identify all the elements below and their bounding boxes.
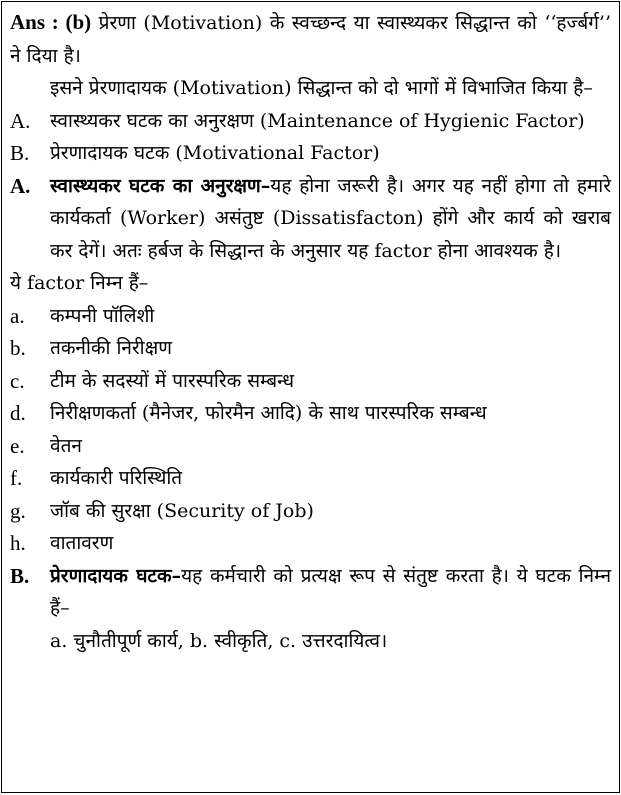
section-a-marker: A. xyxy=(10,173,31,198)
factor-text: तकनीकी निरीक्षण xyxy=(50,337,172,359)
section-b-heading: प्रेरणादायक घटक– xyxy=(50,564,182,587)
answer-label: Ans : (b) xyxy=(10,10,92,34)
factor-item xyxy=(10,332,611,365)
factor-item xyxy=(10,462,611,495)
factor-marker: b. xyxy=(10,336,26,360)
type-item-b xyxy=(10,137,611,170)
section-a-content xyxy=(50,170,611,268)
factor-text: जॉब की सुरक्षा (Security of Job) xyxy=(50,499,314,522)
factor-text: वेतन xyxy=(50,434,82,457)
factor-item xyxy=(10,495,611,528)
answer-intro-text: प्रेरणा (Motivation) के स्वच्छन्द या स्वास्थ्यकर सिद्धान्त को ‘‘हर्ज्बर्ग’’ ने दिया है। xyxy=(10,12,611,67)
answer-box xyxy=(1,1,620,793)
factor-marker: h. xyxy=(10,531,26,555)
factor-text: निरीक्षणकर्ता (मैनेजर, फोरमैन आदि) के साथ पारस्परिक सम्बन्ध xyxy=(50,402,487,424)
section-b-content xyxy=(50,560,611,625)
type-marker: A. xyxy=(10,108,31,133)
factors-intro: ये factor निम्न हैं– xyxy=(10,272,149,294)
factor-marker: f. xyxy=(10,466,23,490)
section-b-body: यह कर्मचारी को प्रत्यक्ष रूप से संतुष्ट करता है। ये घटक निम्न हैं– xyxy=(50,564,612,619)
answer-division-text: इसने प्रेरणादायक (Motivation) सिद्धान्त को दो भागों में विभाजित किया है– xyxy=(50,77,593,99)
factor-item xyxy=(10,527,611,560)
factor-item xyxy=(10,430,611,463)
factor-marker: c. xyxy=(10,368,25,393)
factor-marker: g. xyxy=(10,498,26,523)
section-a-body: यह होना जरूरी है। अगर यह नहीं होगा तो हमारे कार्यकर्ता (Worker) असंतुष्ट (Dissatisfacton) होंगे और कार्य को खराब कर देगें। अतः हर्बज के सिद्धान्त के अनुसार यह factor होना आवश्यक है। xyxy=(50,174,611,262)
type-item-a xyxy=(10,105,611,138)
factor-item xyxy=(10,397,611,430)
factor-text: कम्पनी पॉलिशी xyxy=(50,304,155,327)
factor-marker: e. xyxy=(10,433,25,458)
type-text: प्रेरणादायक घटक (Motivational Factor) xyxy=(50,142,380,164)
type-marker: B. xyxy=(10,141,30,165)
section-b-marker: B. xyxy=(10,563,30,588)
factor-item xyxy=(10,300,611,333)
section-a xyxy=(10,170,611,268)
factor-item xyxy=(10,365,611,398)
factor-text: वातावरण xyxy=(50,532,114,554)
section-a-heading: स्वास्थ्यकर घटक का अनुरक्षण– xyxy=(50,174,271,197)
factor-text: टीम के सदस्यों में पारस्परिक सम्बन्ध xyxy=(50,369,295,392)
answer-intro xyxy=(10,6,611,72)
type-text: स्वास्थ्यकर घटक का अनुरक्षण (Maintenance of Hygienic Factor) xyxy=(50,109,585,132)
section-b xyxy=(10,560,611,625)
factor-marker: a. xyxy=(10,303,25,328)
section-b-factors: a. चुनौतीपूर्ण कार्य, b. स्वीकृति, c. उत्तरदायित्व। xyxy=(50,629,388,652)
factor-marker: d. xyxy=(10,401,26,425)
factor-text: कार्यकारी परिस्थिति xyxy=(50,467,183,489)
